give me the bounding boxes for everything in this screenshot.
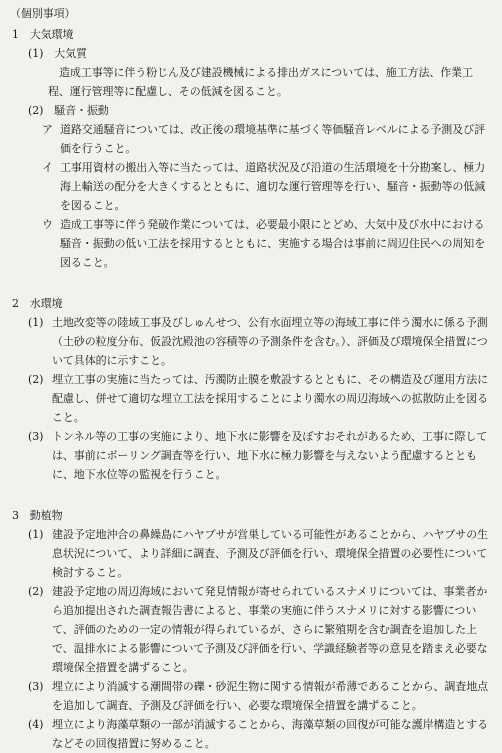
item-text: 土地改変等の陸域工事及びしゅんせつ、公有水面埋立等の海域工事に伴う濁水に係る予測（土砂の粒度分布、仮設沈殿池の容積等の予測条件を含む。）、評価及び環境保全措置について具体的に示すこと。 (52, 316, 488, 367)
list-item (28, 313, 490, 370)
section-gap (10, 484, 490, 506)
list-item (42, 215, 490, 272)
item-text: 埋立により消滅する潮間帯の礫・砂泥生物に関する情報が希薄であることから、調査地点を追加して調査、予測及び評価を行い、必要な環境保全措置を講ずること。 (52, 680, 488, 712)
item-marker: ウ (42, 218, 53, 231)
item-marker: (3) (28, 680, 44, 693)
subsection-paragraph: 造成工事等に伴う粉じん及び建設機械による排出ガスについては、施工方法、作業工程、運行管理等に配慮し、その低減を図ること。 (48, 66, 473, 98)
item-marker: ア (42, 123, 53, 136)
item-text: トンネル等の工事の実施により、地下水に影響を及ぼすおそれがあるため、工事に際しては、事前にボーリング調査等を行い、地下水に極力影響を与えないよう配慮するとともに、地下水位等の監視を行うこと。 (52, 430, 488, 481)
section-title: 1 大気環境 (12, 28, 74, 41)
item-text: 埋立により海藻草類の一部が消滅することから、海藻草類の回復が可能な護岸構造とするなどその回復措置に努めること。 (52, 718, 488, 750)
document-heading: （個別事項） (10, 7, 76, 20)
item-marker: (1) (28, 528, 44, 541)
section-water-environment (10, 294, 490, 484)
item-text: 建設予定地の周辺海域において発見情報が寄せられているスナメリについては、事業者から追加提出された調査報告書によると、事業の実施に伴うスナメリに対する影響について、評価のための一定の情報が得られているが、さらに繁殖期を含む調査を追加した上で、温排水による影響について予測及び評価を行い、学識経験者等の意見を踏まえ必要な環境保全措置を講ずること。 (52, 585, 488, 674)
item-text: 道路交通騒音については、改正後の環境基準に基づく等価騒音レベルによる予測及び評価を行うこと。 (60, 123, 485, 155)
subsection-title: (2) 騒音・振動 (28, 104, 109, 117)
item-marker: (2) (28, 373, 44, 386)
item-text: 工事用資材の搬出入等に当たっては、道路状況及び沿道の生活環境を十分勘案し、極力海上輸送の配分を大きくするとともに、適切な運行管理等を行い、騒音・振動等の低減を図ること。 (60, 161, 486, 212)
item-marker: (2) (28, 585, 44, 598)
section-title: 3 動植物 (12, 509, 63, 522)
list-item (28, 427, 490, 484)
list-item (28, 715, 490, 753)
item-marker: (3) (28, 430, 44, 443)
item-text: 建設予定地沖合の鼻繰島にハヤブサが営巣している可能性があることから、ハヤブサの生息状況について、より詳細に調査、予測及び評価を行い、環境保全措置の必要性について検討すること。 (52, 528, 488, 579)
list-item (42, 158, 490, 215)
section-air-environment (10, 25, 490, 272)
section-flora-fauna (10, 506, 490, 753)
item-marker: イ (42, 161, 53, 174)
item-text: 造成工事等に伴う発破作業については、必要最小限にとどめ、大気中及び水中における騒音・振動の低い工法を採用するとともに、実施する場合は事前に周辺住民への周知を図ること。 (60, 218, 486, 269)
item-text: 埋立工事の実施に当たっては、汚濁防止膜を敷設するとともに、その構造及び運用方法に配慮し、併せて適切な埋立工法を採用することにより濁水の周辺海域への拡散防止を図ること。 (52, 373, 488, 424)
item-marker: (4) (28, 718, 44, 731)
subsection-title: (1) 大気質 (28, 47, 87, 60)
section-title: 2 水環境 (12, 297, 63, 310)
list-item (28, 677, 490, 715)
list-item (28, 525, 490, 582)
list-item (42, 120, 490, 158)
list-item (28, 582, 490, 677)
section-gap (10, 272, 490, 294)
list-item (28, 370, 490, 427)
item-marker: (1) (28, 316, 44, 329)
